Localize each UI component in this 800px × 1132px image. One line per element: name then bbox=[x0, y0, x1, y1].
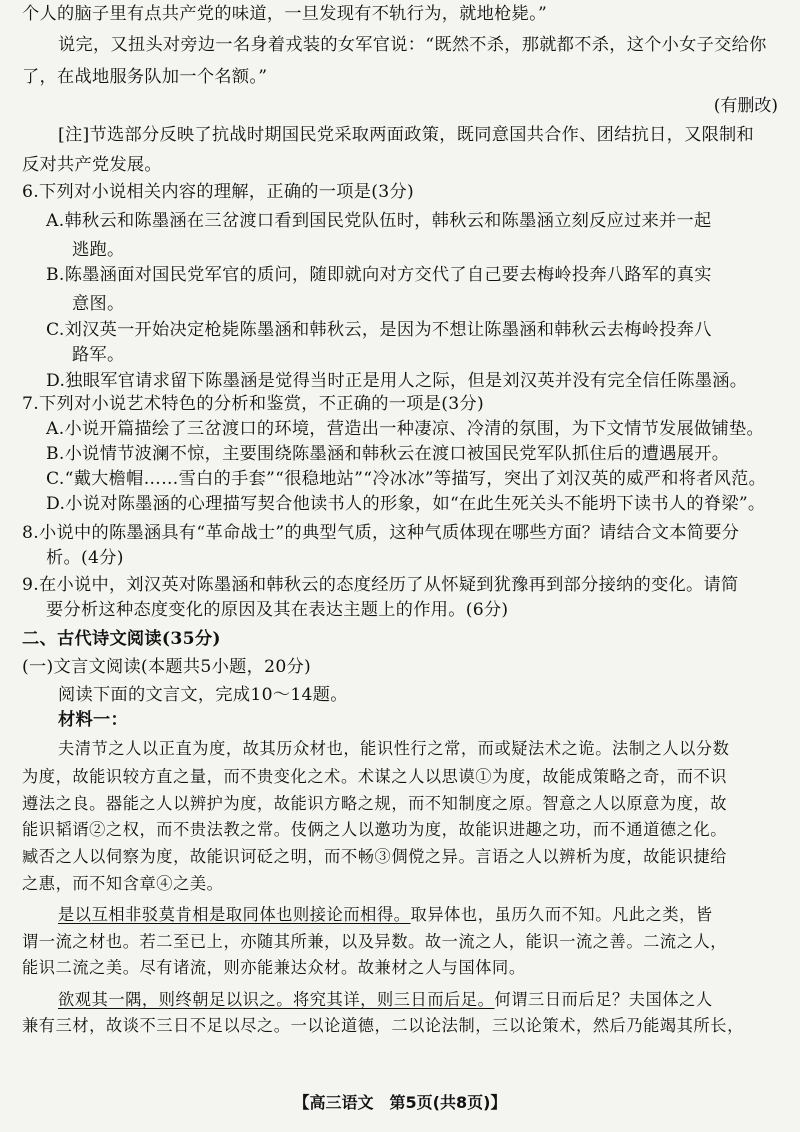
question-6: 6.下列对小说相关内容的理解，正确的一项是(3分) bbox=[22, 182, 414, 202]
text-line: 个人的脑子里有点共产党的味道，一旦发现有不轨行为，就地枪毙。” bbox=[22, 4, 548, 24]
passage-line bbox=[58, 903, 713, 927]
option-6a-cont: 逃跑。 bbox=[72, 240, 125, 260]
passage-text: 何谓三日而后足？夫国体之人 bbox=[494, 990, 713, 1009]
section-title: 二、古代诗文阅读(35分) bbox=[22, 629, 221, 649]
subsection-title: (一)文言文阅读(本题共5小题，20分) bbox=[22, 657, 312, 677]
option-6b: B.陈墨涵面对国民党军官的质问，随即就向对方交代了自己要去梅岭投奔八路军的真实 bbox=[46, 265, 712, 285]
material-label: 材料一： bbox=[58, 710, 128, 730]
passage-line: 兼有三材，故谈不三日不足以尽之。一以论道德，二以论法制，三以论策术，然后乃能竭其所长， bbox=[22, 1016, 744, 1035]
annotation-line: [注]节选部分反映了抗战时期国民党采取两面政策，既同意国共合作、团结抗日，又限制和 bbox=[58, 125, 755, 145]
passage-line bbox=[58, 988, 713, 1012]
question-9-cont: 要分析这种态度变化的原因及其在表达主题上的作用。(6分) bbox=[46, 600, 509, 620]
passage-line: 为度，故能识较方直之量，而不贵变化之术。术谋之人以思谟①为度，故能成策略之奇，而不识 bbox=[22, 767, 728, 786]
option-7c: C.“戴大檐帽……雪白的手套”“很稳地站”“冷冰冰”等描写，突出了刘汉英的威严和将者风范。 bbox=[46, 469, 767, 489]
passage-text: 取异体也，虽历久而不知。凡此之类，皆 bbox=[410, 905, 713, 924]
passage-line: 之惠，而不知含章④之美。 bbox=[22, 874, 224, 893]
question-9: 9.在小说中，刘汉英对陈墨涵和韩秋云的态度经历了从怀疑到犹豫再到部分接纳的变化。请简 bbox=[22, 575, 739, 595]
passage-line: 夫清节之人以正直为度，故其历众材也，能识性行之常，而或疑法术之诡。法制之人以分数 bbox=[58, 739, 730, 758]
instruction: 阅读下面的文言文，完成10～14题。 bbox=[58, 685, 348, 705]
option-7a: A.小说开篇描绘了三岔渡口的环境，营造出一种凄凉、冷清的氛围，为下文情节发展做铺垫。 bbox=[46, 419, 764, 439]
question-7: 7.下列对小说艺术特色的分析和鉴赏，不正确的一项是(3分) bbox=[22, 394, 484, 414]
annotation-line: 反对共产党发展。 bbox=[22, 155, 162, 175]
underlined-sentence: 欲观其一隅，则终朝足以识之。将究其详，则三日而后足。 bbox=[58, 990, 495, 1009]
question-8-cont: 析。(4分) bbox=[46, 548, 124, 568]
passage-line: 能识二流之美。尽有诸流，则亦能兼达众材。故兼材之人与国体同。 bbox=[22, 958, 526, 977]
option-7b: B.小说情节波澜不惊，主要围绕陈墨涵和韩秋云在渡口被国民党军队抓住后的遭遇展开。 bbox=[46, 444, 730, 464]
option-6c: C.刘汉英一开始决定枪毙陈墨涵和韩秋云，是因为不想让陈墨涵和韩秋云去梅岭投奔八 bbox=[46, 320, 712, 340]
option-7d: D.小说对陈墨涵的心理描写契合他读书人的形象，如“在此生死关头不能坍下读书人的脊梁”。 bbox=[46, 494, 766, 514]
underlined-sentence: 是以互相非驳莫肯相是取同体也则接论而相得。 bbox=[58, 905, 411, 924]
option-6a: A.韩秋云和陈墨涵在三岔渡口看到国民党队伍时，韩秋云和陈墨涵立刻反应过来并一起 bbox=[46, 211, 712, 231]
option-6b-cont: 意图。 bbox=[72, 294, 125, 314]
question-8: 8.小说中的陈墨涵具有“革命战士”的典型气质，这种气质体现在哪些方面？请结合文本简要分 bbox=[22, 523, 740, 543]
passage-line: 遵法之良。器能之人以辨护为度，故能识方略之规，而不知制度之原。智意之人以原意为度，故 bbox=[22, 794, 728, 813]
source-note: (有删改) bbox=[713, 96, 778, 116]
option-6d: D.独眼军官请求留下陈墨涵是觉得当时正是用人之际，但是刘汉英并没有完全信任陈墨涵。 bbox=[46, 371, 748, 391]
option-6c-cont: 路军。 bbox=[72, 345, 125, 365]
passage-line: 臧否之人以伺察为度，故能识诃砭之明，而不畅③倜傥之异。言语之人以辨析为度，故能识捷给 bbox=[22, 847, 728, 866]
text-line: 了，在战地服务队加一个名额。” bbox=[22, 67, 268, 87]
page-footer: 【高三语文 第5页(共8页)】 bbox=[293, 1093, 507, 1112]
passage-line: 谓一流之材也。若二至已上，亦随其所兼，以及异数。故一流之人，能识一流之善。二流之人， bbox=[22, 932, 728, 951]
passage-line: 能识韬谞②之权，而不贵法教之常。伎俩之人以邀功为度，故能识进趣之功，而不通道德之化。 bbox=[22, 820, 728, 839]
text-line: 说完，又扭头对旁边一名身着戎装的女军官说：“既然不杀，那就都不杀，这个小女子交给你 bbox=[58, 35, 767, 55]
